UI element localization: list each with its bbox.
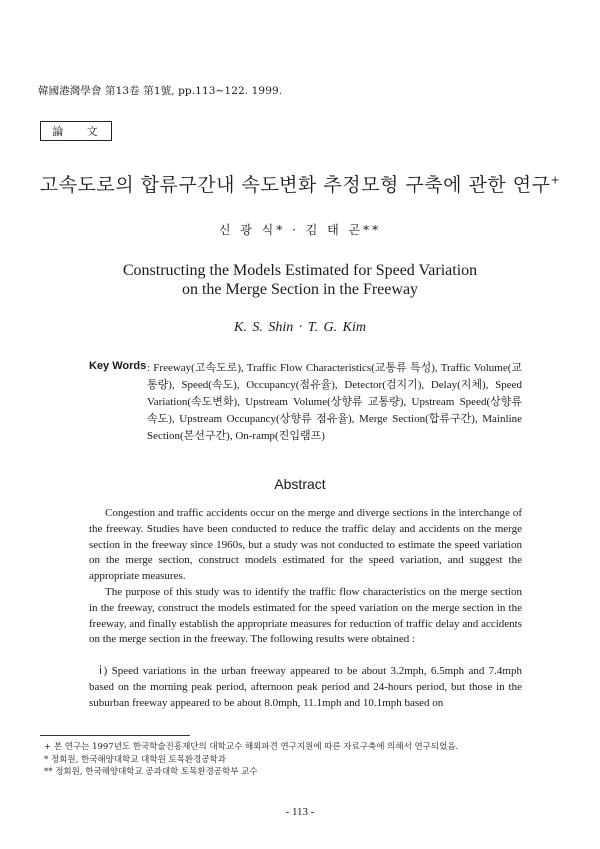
journal-reference: 韓國港灣學會 第13卷 第1號, pp.113∼122. 1999. xyxy=(38,85,283,97)
paper-type-label: 論 文 xyxy=(40,121,112,141)
footnote-author-2: ** 정회원, 한국해양대학교 공과대학 토목환경공학부 교수 xyxy=(44,767,258,777)
korean-title xyxy=(0,170,600,197)
footnote-divider xyxy=(40,735,190,736)
abstract-paragraph: The purpose of this study was to identify the traffic flow characteristics on the merge section in the freeway, construct the models estimated for the speed variation on the merge section in the freeway, and finally establish the appropriate measures for reduction of traffic delay and accidents on the merge section in the freeway. The following results were obtained : xyxy=(89,585,522,646)
page-number: - 113 - xyxy=(285,806,315,818)
english-title-line-1: Constructing the Models Estimated for Speed Variation xyxy=(122,262,478,279)
korean-title-text: 고속도로의 합류구간내 속도변화 추정모형 구축에 관한 연구 xyxy=(39,174,551,196)
keywords-text: : Freeway(고속도로), Traffic Flow Characteristics(교통류 특성), Traffic Volume(교통량), Speed(속도), Occupancy(점유율), Detector(검지기), Delay(지체), Speed Variation(속도변화), Upstream Volume(상향류 교통량), Upstream Speed(상향류 속도), Upstream Occupancy(상향류 점유율), Merge Section(합류구간), Mainline Section(본선구간), On-ramp(진입램프) xyxy=(147,362,522,442)
footnote-author-1: * 정회원, 한국해양대학교 대학원 토목환경공학과 xyxy=(44,754,226,765)
english-authors: K. S. Shin · T. G. Kim xyxy=(234,320,366,335)
keywords-label: Key Words xyxy=(89,360,147,372)
english-title-line-2: on the Merge Section in the Freeway xyxy=(181,281,419,298)
footnotes xyxy=(44,741,564,779)
footnote-funding: + 본 연구는 1997년도 한국학술진흥재단의 대학교수 해외파견 연구지원에 따른 자료구축에 의해서 연구되었음. xyxy=(44,742,459,752)
abstract-result-item: ⅰ) Speed variations in the urban freeway appeared to be about 3.2mph, 6.5mph and 7.4mph based on the morning peak period, afternoon peak period and 24-hours period, but those in the suburban freeway appeared to be about 8.0mph, 11.1mph and 10.1mph based on xyxy=(89,665,522,709)
abstract-paragraph: Congestion and traffic accidents occur on the merge and diverge sections in the interchange of the freeway. Studies have been conducted to reduce the traffic delay and accidents on the merge section in the freeway since 1960s, but a study was not conducted to estimate the speed variation on the merge section, construct models estimated for the speed variation, and suggest the appropriate measures. xyxy=(89,507,522,583)
korean-authors: 신 광 식* · 김 태 곤** xyxy=(218,223,382,237)
title-footnote-mark: + xyxy=(550,173,561,187)
english-title xyxy=(0,261,600,299)
abstract-body xyxy=(89,506,522,712)
abstract-heading: Abstract xyxy=(274,476,326,492)
